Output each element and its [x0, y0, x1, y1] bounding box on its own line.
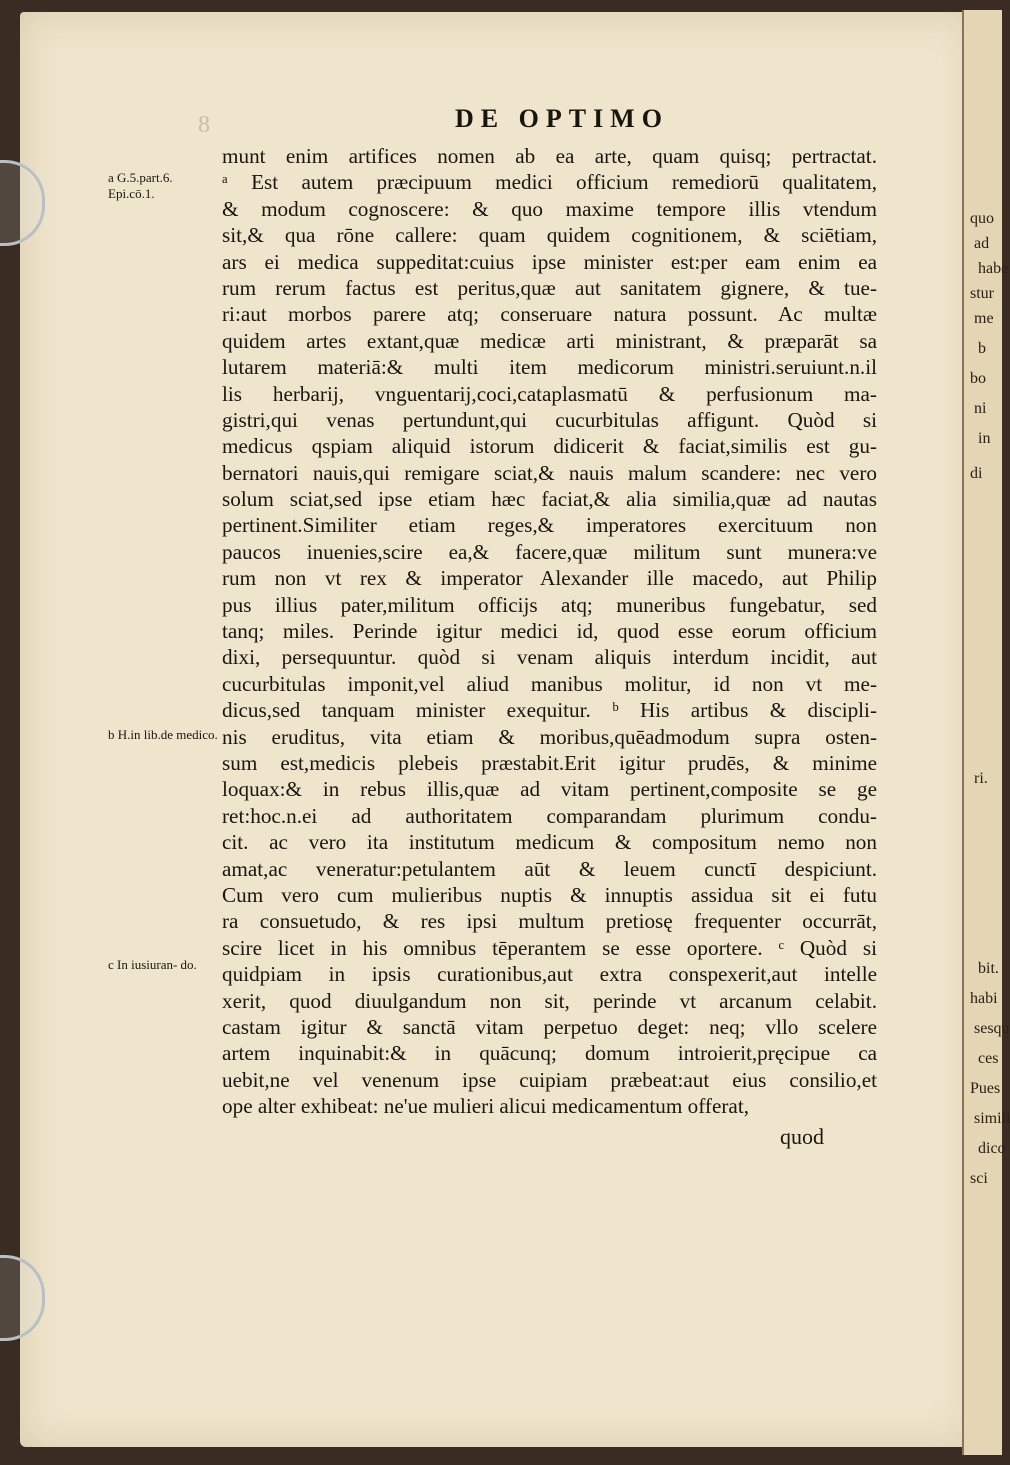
text-line: rum non vt rex & imperator Alexander ille macedo, aut Philip	[222, 566, 877, 591]
facing-page-fragment: ad	[974, 235, 990, 252]
page-number: 8	[198, 112, 210, 138]
text-line: lutarem materiā:& multi item medicorum ministri.seruiunt.n.il	[222, 355, 877, 380]
text-line: cit. ac vero ita institutum medicum & compositum nemo non	[222, 830, 877, 855]
text-line: pus illius pater,militum officijs atq; muneribus fungebatur, sed	[222, 592, 877, 617]
text-line: ret:hoc.n.ei ad authoritatem comparandam plurimum condu-	[222, 803, 877, 828]
text-line: solum sciat,sed ipse etiam hæc faciat,& alia similia,quæ ad nautas	[222, 487, 877, 512]
facing-page-fragment: sesqu	[974, 1020, 1010, 1037]
text-line: ra consuetudo, & res ipsi multum pretiosę frequenter occurrāt,	[222, 909, 877, 934]
text-line: lis herbarij, vnguentarij,coci,cataplasmatū & perfusionum ma-	[222, 381, 877, 406]
facing-page-fragment: dico	[978, 1140, 1006, 1157]
facing-page-fragment: me	[974, 310, 994, 327]
text-line: dixi, persequuntur. quòd si venam aliquis interdum incidit, aut	[222, 645, 877, 670]
text-line: bernatori nauis,qui remigare sciat,& nauis malum scandere: nec vero	[222, 460, 877, 485]
text-line: xerit, quod diuulgandum non sit, perinde vt arcanum celabit.	[222, 988, 877, 1013]
text-line: uebit,ne vel venenum ipse cuipiam præbeat:aut eius consilio,et	[222, 1067, 877, 1092]
facing-page-fragment: stur	[970, 285, 994, 302]
text-line: ri:aut morbos parere atq; conseruare natura possunt. Ac multæ	[222, 302, 877, 327]
facing-page-fragment: di	[970, 465, 983, 482]
facing-page-fragment: quo	[970, 210, 994, 227]
text-line: scire licet in his omnibus tēperantem se esse oportere. ᶜ Quòd si	[222, 935, 877, 960]
text-line: amat,ac veneratur:petulantem aūt & leuem cunctī despiciunt.	[222, 856, 877, 881]
catchword: quod	[780, 1123, 824, 1149]
text-line: cucurbitulas imponit,vel aliud manibus molitur, id non vt me-	[222, 671, 877, 696]
text-line: munt enim artifices nomen ab ea arte, quam quisq; pertractat.	[222, 144, 877, 168]
text-line: rum rerum factus est peritus,quæ aut sanitatem gignere, & tue-	[222, 275, 877, 300]
marginal-note-c: c In iusiuran- do.	[108, 957, 197, 972]
text-line: & modum cognoscere: & quo maxime tempore illis vtendum	[222, 196, 877, 221]
text-line: paucos inuenies,scire ea,& facere,quæ militum sunt munera:ve	[222, 539, 877, 564]
text-line: quidem artes extant,quæ medicæ arti ministrant, & præparāt sa	[222, 328, 877, 353]
text-line: pertinent.Similiter etiam reges,& imperatores exercituum non	[222, 513, 877, 538]
running-head: DE OPTIMO	[455, 104, 669, 133]
facing-page-fragment: simili	[974, 1110, 1010, 1127]
text-line: medicus qspiam aliquid istorum didicerit & faciat,similis est gu-	[222, 434, 877, 459]
text-line: ᵃ Est autem præcipuum medici officium remediorū qualitatem,	[222, 170, 877, 195]
facing-page-fragment: habi	[970, 990, 998, 1007]
facing-page-fragment: ni	[974, 400, 987, 417]
text-line: loquax:& in rebus illis,quæ ad vitam pertinent,composite se ge	[222, 777, 877, 802]
facing-page-fragment: bo	[970, 370, 986, 387]
text-line: Cum vero cum mulieribus nuptis & innuptis assidua sit ei futu	[222, 882, 877, 907]
text-line: sum est,medicis plebeis præstabit.Erit igitur prudēs, & minime	[222, 750, 877, 775]
text-line: artem inquinabit:& in quācunq; domum introierit,pręcipue ca	[222, 1041, 877, 1066]
text-line: tanq; miles. Perinde igitur medici id, quod esse eorum officium	[222, 619, 877, 644]
text-line: sit,& qua rōne callere: quam quidem cognitionem, & sciētiam,	[222, 223, 877, 248]
facing-page-edge	[962, 10, 1010, 1455]
facing-page-fragment: ri.	[974, 770, 988, 787]
text-line: dicus,sed tanquam minister exequitur. ᵇ His artibus & discipli-	[222, 698, 877, 723]
facing-page-fragment: b	[978, 340, 986, 357]
facing-page-fragment: habe	[978, 260, 1009, 277]
facing-page-fragment: sci	[970, 1170, 988, 1187]
main-text-block	[222, 143, 877, 1119]
text-line: quidpiam in ipsis curationibus,aut extra conspexerit,aut intelle	[222, 962, 877, 987]
facing-page-fragment: Pues	[970, 1080, 1001, 1097]
text-line: ars ei medica suppeditat:cuius ipse minister est:per eam enim ea	[222, 249, 877, 274]
text-line: ope alter exhibeat: ne'ue mulieri alicui medicamentum offerat,	[222, 1094, 750, 1119]
facing-page-fragment: ces	[978, 1050, 999, 1067]
text-line: nis eruditus, vita etiam & moribus,quēadmodum supra osten-	[222, 724, 877, 749]
text-line: castam igitur & sanctā vitam perpetuo deget: neq; vllo scelere	[222, 1014, 877, 1039]
marginal-note-b: b H.in lib.de medico.	[108, 727, 218, 742]
marginal-note-a: a G.5.part.6. Epi.cō.1.	[108, 170, 173, 201]
facing-page-fragment: bit.	[978, 960, 999, 977]
text-line: gistri,qui venas pertundunt,qui cucurbitulas affigunt. Quòd si	[222, 407, 877, 432]
facing-page-fragment: in	[978, 430, 991, 447]
